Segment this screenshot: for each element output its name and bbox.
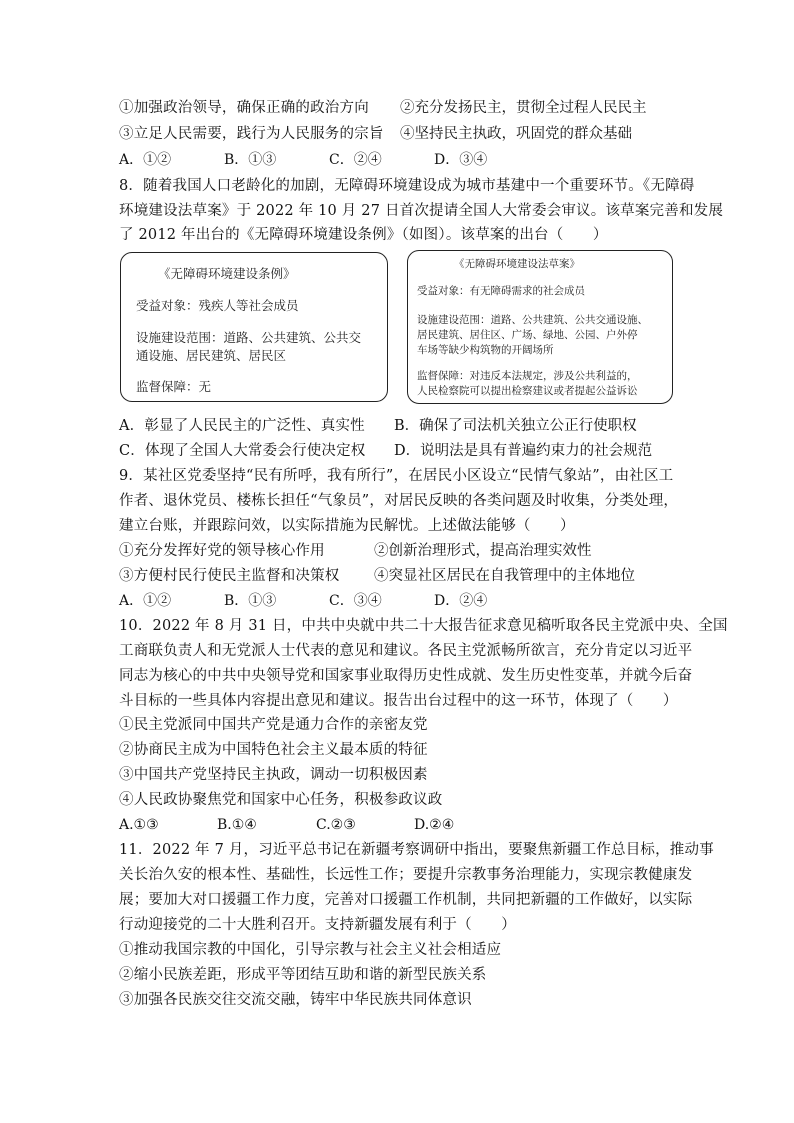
q9-option-c: C．③④ (329, 593, 382, 609)
q8-option-a: A．彰显了人民民主的广泛性、真实性 (119, 418, 365, 434)
q9-option-d: D．②④ (434, 593, 488, 609)
q10-option-c: C.②③ (316, 817, 356, 833)
q7-choice-2: ②充分发扬民主，贯彻全过程人民民主 (400, 100, 647, 116)
regulation-box-scope-1: 设施建设范围：道路、公共建筑、公共交 (136, 330, 362, 345)
q10-stem-line-3: 同志为核心的中共中央领导党和国家事业取得历史性成就、发生历史性变革，并就今后奋 (119, 668, 693, 684)
regulation-box-target: 受益对象：残疾人等社会成员 (136, 298, 299, 313)
regulation-box-supervise: 监督保障：无 (136, 379, 212, 394)
q10-stem-line-2: 工商联负责人和无党派人士代表的意见和建议。各民主党派畅所欲言，充分肯定以习近平 (119, 643, 693, 659)
q8-option-c: C．体现了全国人大常委会行使决定权 (119, 443, 366, 459)
q11-choice-3: ③加强各民族交往交流交融，铸牢中华民族共同体意识 (119, 992, 472, 1008)
draft-law-box-scope-3: 车场等缺少构筑物的开阔场所 (417, 344, 554, 356)
q9-choice-4: ④突显社区居民在自我管理中的主体地位 (374, 568, 635, 584)
draft-law-box (407, 250, 673, 404)
q10-stem-line-1: 10．2022 年 8 月 31 日，中共中央就中共二十大报告征求意见稿听取各民主党派中央、全国 (119, 618, 728, 634)
q7-option-a: A．①② (119, 152, 172, 168)
draft-law-box-scope-2: 居民建筑、居住区、广场、绿地、公园、户外停 (417, 329, 638, 341)
draft-law-box-scope-1: 设施建设范围：道路、公共建筑、公共交通设施、 (417, 314, 648, 326)
q7-option-c: C．②④ (329, 152, 382, 168)
regulation-box (120, 252, 388, 402)
q9-stem-line-2: 作者、退休党员、楼栋长担任“气象员”，对居民反映的各类问题及时收集，分类处理， (119, 493, 679, 509)
q8-stem-line-2: 环境建设法草案》于 2022 年 10 月 27 日首次提请全国人大常委会审议。该草案完善和发展 (119, 203, 724, 219)
q9-choice-2: ②创新治理形式，提高治理实效性 (374, 543, 592, 559)
q10-option-d: D.②④ (414, 817, 455, 833)
q11-stem-line-1: 11．2022 年 7 月，习近平总书记在新疆考察调研中指出，要聚焦新疆工作总目标，推动事 (119, 842, 714, 858)
q7-choice-1: ①加强政治领导，确保正确的政治方向 (119, 100, 369, 116)
draft-law-box-supervise-2: 人民检察院可以提出检察建议或者提起公益诉讼 (417, 385, 638, 397)
q10-choice-3: ③中国共产党坚持民主执政，调动一切积极因素 (119, 767, 428, 783)
q10-stem-line-4: 斗目标的一些具体内容提出意见和建议。报告出台过程中的这一环节，体现了（ ） (119, 693, 678, 709)
q11-stem-line-3: 展；要加大对口援疆工作力度，完善对口援疆工作机制，共同把新疆的工作做好，以实际 (119, 892, 693, 908)
q8-stem-line-3: 了 2012 年出台的《无障碍环境建设条例》（如图）。该草案的出台（ ） (119, 227, 608, 243)
draft-law-box-target: 受益对象：有无障碍需求的社会成员 (417, 285, 585, 297)
q10-choice-1: ①民主党派同中国共产党是通力合作的亲密友党 (119, 717, 428, 733)
q9-stem-line-1: 9．某社区党委坚持“民有所呼，我有所行”，在居民小区设立“民情气象站”，由社区工 (119, 468, 674, 484)
q7-option-d: D．③④ (434, 152, 488, 168)
q7-option-b: B．①③ (224, 152, 277, 168)
regulation-box-scope-2: 通设施、居民建筑、居民区 (136, 348, 287, 363)
q11-stem-line-4: 行动迎接党的二十大胜利召开。支持新疆发展有利于（ ） (119, 917, 516, 933)
q9-option-b: B．①③ (224, 593, 277, 609)
q11-stem-line-2: 关长治久安的根本性、基础性，长远性工作；要提升宗教事务治理能力，实现宗教健康发 (119, 867, 693, 883)
q10-choice-2: ②协商民主成为中国特色社会主义最本质的特征 (119, 742, 428, 758)
q9-option-a: A．①② (119, 593, 172, 609)
q7-choice-3: ③立足人民需要，践行为人民服务的宗旨 (119, 126, 384, 142)
q10-option-b: B.①④ (217, 817, 257, 833)
q8-option-b: B．确保了司法机关独立公正行使职权 (394, 418, 637, 434)
q9-choice-3: ③方便村民行使民主监督和决策权 (119, 568, 340, 584)
draft-law-box-supervise-1: 监督保障：对违反本法规定，涉及公共利益的， (417, 370, 638, 382)
q10-choice-4: ④人民政协聚焦党和国家中心任务，积极参政议政 (119, 792, 443, 808)
regulation-box-title: 《无障碍环境建设条例》 (158, 266, 296, 281)
q9-stem-line-3: 建立台账，并跟踪问效，以实际措施为民解忧。上述做法能够（ ） (119, 518, 575, 534)
q7-choice-4: ④坚持民主执政，巩固党的群众基础 (400, 126, 632, 142)
q11-choice-1: ①推动我国宗教的中国化，引导宗教与社会主义社会相适应 (119, 942, 502, 958)
q9-choice-1: ①充分发挥好党的领导核心作用 (119, 543, 325, 559)
q8-option-d: D．说明法是具有普遍约束力的社会规范 (394, 443, 653, 459)
draft-law-box-title: 《无障碍环境建设法草案》 (454, 258, 580, 270)
q10-option-a: A.①③ (119, 817, 159, 833)
q8-stem-line-1: 8．随着我国人口老龄化的加剧，无障碍环境建设成为城市基建中一个重要环节。《无障碍 (119, 178, 695, 194)
q11-choice-2: ②缩小民族差距，形成平等团结互助和谐的新型民族关系 (119, 967, 487, 983)
